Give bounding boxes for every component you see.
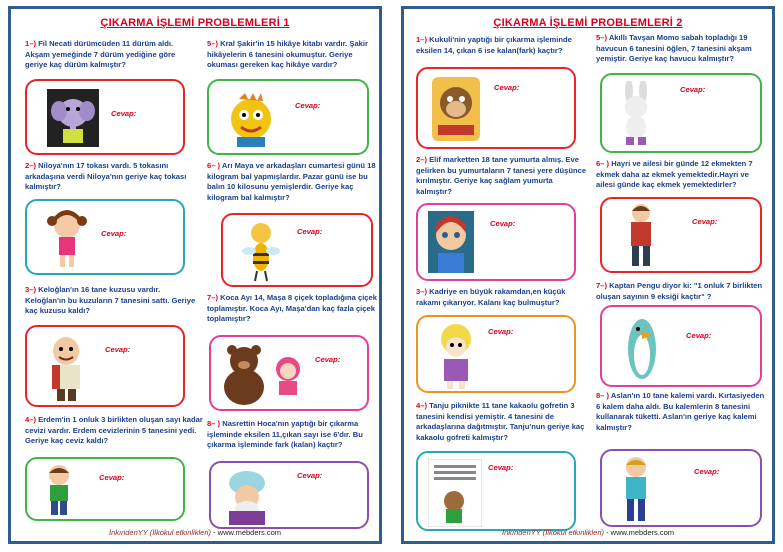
kukuli-icon bbox=[432, 77, 480, 141]
elephant-icon bbox=[47, 89, 99, 147]
question-7: 7–) Koca Ayı 14, Maşa 8 çiçek topladığına çiçek toplamıştır. Koca Ayı, Maşa'dan kaç fazla çiçek toplamıştır? bbox=[207, 293, 377, 324]
answer-label: Cevap: bbox=[488, 463, 514, 472]
answer-label: Cevap: bbox=[99, 473, 125, 482]
answer-box[interactable] bbox=[25, 79, 185, 155]
niloya-icon bbox=[47, 209, 87, 269]
question-5: 5–) Akıllı Tavşan Momo sabah topladığı 19 havucun 6 tanesini öğlen, 7 tanesini akşam yemiştir. Geriye kaç havucu kalmıştır? bbox=[596, 33, 752, 64]
question-1: 1–) Fil Necati dürümcüden 11 dürüm aldı. Akşam yemeğinde 7 dürüm yediğine göre geriye kaç dürüm kalmıştır? bbox=[25, 39, 176, 70]
question-4: 4–) Erdem'in 1 onluk 3 birlikten oluşan sayı kadar cevizi vardır. Erdem cevizlerinin 5 tanesini yedi. Geriye kaç ceviz kaldı? bbox=[25, 415, 203, 446]
answer-box[interactable] bbox=[600, 197, 762, 273]
answer-label: Cevap: bbox=[494, 83, 520, 92]
answer-label: Cevap: bbox=[295, 101, 321, 110]
answer-label: Cevap: bbox=[101, 229, 127, 238]
worksheet-page-2 bbox=[401, 6, 775, 544]
answer-box[interactable] bbox=[209, 461, 369, 529]
aslan-icon bbox=[616, 455, 656, 523]
bear-icon bbox=[219, 343, 269, 407]
answer-label: Cevap: bbox=[111, 109, 137, 118]
answer-box[interactable] bbox=[221, 213, 373, 287]
nasreddin-hoca-icon bbox=[219, 469, 275, 525]
answer-box[interactable] bbox=[416, 67, 576, 149]
penguin-icon bbox=[624, 313, 660, 381]
worksheet-page-1 bbox=[8, 6, 382, 544]
answer-label: Cevap: bbox=[297, 227, 323, 236]
answer-label: Cevap: bbox=[490, 219, 516, 228]
kadriye-icon bbox=[432, 323, 480, 389]
question-3: 3–) Keloğlan'ın 16 tane kuzusu vardır. Keloğlan'ın bu kuzuların 7 tanesini sattı. Geriye kaç kuzusu kaldı? bbox=[25, 285, 196, 316]
answer-label: Cevap: bbox=[488, 327, 514, 336]
masha-icon bbox=[273, 355, 303, 395]
bee-icon bbox=[241, 221, 281, 283]
answer-box[interactable] bbox=[416, 451, 576, 531]
question-6: 6– ) Hayri ve ailesi bir günde 12 ekmekten 7 ekmek daha az ekmek yemektedir.Hayri ve ailesi günde kaç ekmek yemektedirler? bbox=[596, 159, 753, 190]
answer-box[interactable] bbox=[600, 305, 762, 387]
answer-label: Cevap: bbox=[694, 467, 720, 476]
question-3: 3–) Kadriye en büyük rakamdan,en küçük rakamı çıkarıyor. Kalanı kaç bulmuştur? bbox=[416, 287, 566, 307]
page-title: ÇIKARMA İŞLEMİ PROBLEMLERİ 1 bbox=[100, 17, 290, 29]
answer-label: Cevap: bbox=[297, 471, 323, 480]
keloglan-icon bbox=[43, 335, 89, 403]
answer-label: Cevap: bbox=[680, 85, 706, 94]
question-2: 2–) Niloya'nın 17 tokası vardı. 5 tokasını arkadaşına verdi Niloya'nın geriye kaç tokası kalmıştır? bbox=[25, 161, 187, 192]
answer-box[interactable] bbox=[416, 315, 576, 393]
question-4: 4–) Tanju piknikte 11 tane kakaolu gofretin 3 tanesini kendisi yemiştir. 4 tanesini de arkadaşlarına dağıtmıştır. Tanju'nun geriye kaç kakaolu gofreti kalmıştır? bbox=[416, 401, 585, 442]
answer-box[interactable] bbox=[207, 79, 369, 155]
answer-label: Cevap: bbox=[692, 217, 718, 226]
question-5: 5–) Kral Şakir'in 15 hikâye kitabı vardır. Şakir hikâyelerin 6 tanesini okumuştur. Geriye okuması gereken kaç hikâye vardır? bbox=[207, 39, 368, 70]
answer-box[interactable] bbox=[416, 203, 576, 281]
page-title: ÇIKARMA İŞLEMİ PROBLEMLERİ 2 bbox=[493, 17, 683, 29]
footer: İnkındenYY (İlkokul etkinlikleri) - www.mebders.com bbox=[501, 528, 675, 537]
question-2: 2–) Elif marketten 18 tane yumurta almış. Eve gelirken bu yumurtaların 7 tanesi yere düşünce kırılmıştır. Geriye kaç sağlam yumurta kalmıştır? bbox=[416, 155, 587, 196]
answer-box[interactable] bbox=[25, 457, 185, 521]
elif-icon bbox=[428, 211, 474, 273]
answer-box[interactable] bbox=[209, 335, 369, 411]
footer: İnkındenYY (İlkokul etkinlikleri) - www.mebders.com bbox=[108, 528, 282, 537]
question-1: 1–) Kukuli'nin yaptığı bir çıkarma işleminde eksilen 14, çıkan 6 ise kalan(fark) kaçtır? bbox=[416, 35, 572, 55]
question-8: 8– ) Nasrettin Hoca'nın yaptığı bir çıkarma işleminde eksilen 11,çıkan sayı ise 6'dır. Bu çıkarma işleminde fark (kalan) kaçtır? bbox=[207, 419, 363, 450]
answer-label: Cevap: bbox=[315, 355, 341, 364]
erdem-icon bbox=[41, 463, 77, 519]
tanju-icon bbox=[428, 459, 482, 527]
answer-box[interactable] bbox=[25, 325, 185, 407]
hayri-icon bbox=[624, 203, 658, 269]
question-7: 7–) Kaptan Pengu diyor ki: "1 onluk 7 birlikten oluşan sayının 9 eksiği kaçtır" ? bbox=[596, 281, 763, 301]
answer-box[interactable] bbox=[25, 199, 185, 275]
rabbit-icon bbox=[616, 81, 656, 147]
answer-label: Cevap: bbox=[686, 331, 712, 340]
kral-sakir-icon bbox=[227, 93, 275, 147]
question-6: 6– ) Arı Maya ve arkadaşları cumartesi günü 18 kilogram bal yapmışlardır. Pazar günü ise bu balın 10 kilosunu yemişlerdir. Geriye kaç kilogram bal kalmıştır? bbox=[207, 161, 376, 202]
question-8: 8– ) Aslan'ın 10 tane kalemi vardı. Kırtasiyeden 6 kalem daha aldı. Bu kalemlerin 8 tanesini kullanarak tüketti. Aslan'ın geriye kaç kalemi kalmıştır? bbox=[596, 391, 765, 432]
answer-label: Cevap: bbox=[105, 345, 131, 354]
answer-box[interactable] bbox=[600, 73, 762, 153]
answer-box[interactable] bbox=[600, 449, 762, 527]
